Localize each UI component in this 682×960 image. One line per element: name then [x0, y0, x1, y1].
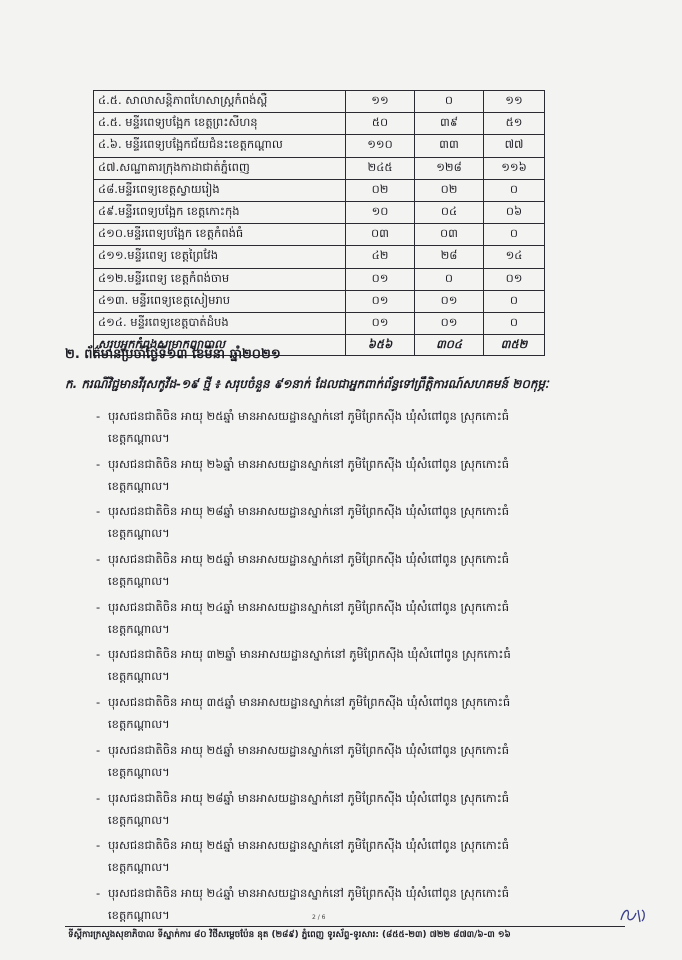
list-item — [88, 548, 648, 596]
bullet-dash: - — [96, 456, 101, 471]
page-number: 2 / 6 — [312, 914, 326, 921]
case-line-1: បុរសជនជាតិចិន អាយុ ២៨ឆ្នាំ មានអាសយដ្ឋានស្នាក់នៅ ភូមិព្រែកស៊ីង ឃុំសំពៅពូន ស្រុកកោះធំ — [108, 790, 510, 805]
patient-stats-table — [93, 90, 545, 356]
count-col-3: ០ — [484, 224, 545, 246]
initials-signature-icon — [618, 904, 648, 926]
footer-divider — [65, 926, 625, 927]
count-col-2: ១២៨ — [415, 157, 484, 179]
case-line-1: បុរសជនជាតិចិន អាយុ ២៨ឆ្នាំ មានអាសយដ្ឋានស្នាក់នៅ ភូមិព្រែកស៊ីង ឃុំសំពៅពូន ស្រុកកោះធំ — [108, 504, 510, 519]
table-row — [94, 135, 545, 157]
list-item — [88, 500, 648, 548]
total-count: ០១ — [346, 312, 415, 334]
case-line-2: ខេត្តកណ្ដាល។ — [108, 860, 170, 875]
facility-name: ៤.៦. មន្ទីរពេទ្យបង្អែកជ័យជំនះខេត្តកណ្ដាល — [94, 135, 346, 157]
bullet-dash: - — [96, 647, 101, 662]
case-line-2: ខេត្តកណ្ដាល។ — [108, 764, 170, 779]
total-count: ១១ — [346, 91, 415, 113]
total-label: សរុបអ្នកកំពុងសម្រាកព្យាបាល — [94, 335, 346, 356]
total-count: ៤២ — [346, 246, 415, 268]
total-count: ២៤៥ — [346, 157, 415, 179]
table-row — [94, 290, 545, 312]
count-col-2: ០៣ — [415, 224, 484, 246]
case-line-2: ខេត្តកណ្ដាល។ — [108, 717, 170, 732]
count-col-3: ៥១ — [484, 113, 545, 135]
case-line-2: ខេត្តកណ្ដាល។ — [108, 526, 170, 541]
facility-name: ៤១៤. មន្ទីរពេទ្យខេត្តបាត់ដំបង — [94, 312, 346, 334]
case-line-1: បុរសជនជាតិចិន អាយុ ២៦ឆ្នាំ មានអាសយដ្ឋានស្នាក់នៅ ភូមិព្រែកស៊ីង ឃុំសំពៅពូន ស្រុកកោះធំ — [108, 456, 510, 471]
case-line-1: បុរសជនជាតិចិន អាយុ ២៥ឆ្នាំ មានអាសយដ្ឋានស្នាក់នៅ ភូមិព្រែកស៊ីង ឃុំសំពៅពូន ស្រុកកោះធំ — [108, 409, 510, 423]
case-line-1: បុរសជនជាតិចិន អាយុ ២៥ឆ្នាំ មានអាសយដ្ឋានស្នាក់នៅ ភូមិព្រែកស៊ីង ឃុំសំពៅពូន ស្រុកកោះធំ — [108, 552, 510, 567]
count-col-3: ០៦ — [484, 201, 545, 223]
facility-name: ៤៨.មន្ទីរពេទ្យខេត្តស្វាយរៀង — [94, 179, 346, 201]
table-row — [94, 179, 545, 201]
list-item — [88, 882, 648, 930]
section-heading: ២. ព័ត៌មានប្រចាំថ្ងៃទី១៣ ខែមីនា ឆ្នាំ២០២១ — [65, 347, 281, 362]
list-item — [88, 453, 648, 501]
total-count: ០២ — [346, 179, 415, 201]
table-row — [94, 113, 545, 135]
footer-address: ទីស្តីការក្រសួងសុខាភិបាល ទីស្នាក់ការ ៨០ វិថីសម្តេចប៉ែន នុត (២៨៩) ភ្នំពេញ ទូរស័ព្ទ-ទូរសារ: (៨៥៥-២៣) ៧២២ ៨៧៣/៦-៣ ១៦ — [68, 930, 511, 940]
count-col-2: ០ — [415, 268, 484, 290]
case-line-1: បុរសជនជាតិចិន អាយុ ២៤ឆ្នាំ មានអាសយដ្ឋានស្នាក់នៅ ភូមិព្រែកស៊ីង ឃុំសំពៅពូន ស្រុកកោះធំ — [108, 599, 510, 614]
case-line-2: ខេត្តកណ្ដាល។ — [108, 621, 170, 636]
list-item — [88, 405, 648, 453]
list-item — [88, 643, 648, 691]
count-col-2: ០១ — [415, 290, 484, 312]
list-item — [88, 834, 648, 882]
count-col-3: ៧៧ — [484, 135, 545, 157]
facility-name: ៤៩.មន្ទីរពេទ្យបង្អែក ខេត្តកោះកុង — [94, 201, 346, 223]
table-row — [94, 157, 545, 179]
bullet-dash: - — [96, 838, 101, 853]
facility-name: ៤១១.មន្ទីរពេទ្យ ខេត្តព្រៃវែង — [94, 246, 346, 268]
bullet-dash: - — [96, 742, 101, 757]
total-count: ០១ — [346, 268, 415, 290]
total-count: ០៣ — [346, 224, 415, 246]
facility-name: ៤៧.សណ្ឋាគារក្រុងកាដាជាត់ភ្នំពេញ — [94, 157, 346, 179]
case-line-1: បុរសជនជាតិចិន អាយុ ២៥ឆ្នាំ មានអាសយដ្ឋានស្នាក់នៅ ភូមិព្រែកស៊ីង ឃុំសំពៅពូន ស្រុកកោះធំ — [108, 838, 510, 853]
list-item — [88, 596, 648, 644]
count-col-2: ២៨ — [415, 246, 484, 268]
count-col-3: ០ — [484, 179, 545, 201]
count-col-2: ០៤ — [415, 201, 484, 223]
count-col-2: ៣៣ — [415, 135, 484, 157]
count-col-3: ០១ — [484, 268, 545, 290]
section-subheading: ក. ករណីវិជ្ជមានវីរុសកូវីដ-១៩ ថ្មី ៖ សរុបចំនួន ៩១នាក់ ដែលជាអ្នកពាក់ព័ន្ធទៅព្រឹត្តិការណ៍សហគមន៍ ២០កុម្ភៈ — [65, 377, 549, 391]
count-col-3: ០ — [484, 290, 545, 312]
count-col-3: ១១ — [484, 91, 545, 113]
bullet-dash: - — [96, 695, 101, 710]
facility-name: ៤.៥. មន្ទីរពេទ្យបង្អែក ខេត្តព្រះសីហនុ — [94, 113, 346, 135]
table-row — [94, 201, 545, 223]
list-item — [88, 739, 648, 787]
bullet-dash: - — [96, 552, 101, 567]
count-col-2: ០ — [415, 91, 484, 113]
case-list — [88, 405, 648, 930]
case-line-1: បុរសជនជាតិចិន អាយុ ២៥ឆ្នាំ មានអាសយដ្ឋានស្នាក់នៅ ភូមិព្រែកស៊ីង ឃុំសំពៅពូន ស្រុកកោះធំ — [108, 742, 510, 757]
total-count: ០១ — [346, 290, 415, 312]
table-row — [94, 312, 545, 334]
table-row — [94, 91, 545, 113]
bullet-dash: - — [96, 504, 101, 519]
total-count: ១១០ — [346, 135, 415, 157]
list-item — [88, 691, 648, 739]
bullet-dash: - — [96, 409, 101, 423]
case-line-1: បុរសជនជាតិចិន អាយុ ៣២ឆ្នាំ មានអាសយដ្ឋានស្នាក់នៅ ភូមិព្រែកស៊ីង ឃុំសំពៅពូន ស្រុកកោះធំ — [108, 647, 511, 662]
grand-total: ៦៥៦ — [346, 335, 415, 356]
case-line-2: ខេត្តកណ្ដាល។ — [108, 907, 170, 922]
total-count: ១០ — [346, 201, 415, 223]
total-col-2: ៣០៤ — [415, 335, 484, 356]
facility-name: ៤១២.មន្ទីរពេទ្យ ខេត្តកំពង់ចាម — [94, 268, 346, 290]
case-line-2: ខេត្តកណ្ដាល។ — [108, 478, 170, 493]
case-line-2: ខេត្តកណ្ដាល។ — [108, 431, 170, 445]
case-line-1: បុរសជនជាតិចិន អាយុ ៣៥ឆ្នាំ មានអាសយដ្ឋានស្នាក់នៅ ភូមិព្រែកស៊ីង ឃុំសំពៅពូន ស្រុកកោះធំ — [108, 695, 511, 710]
count-col-3: ១៤ — [484, 246, 545, 268]
case-line-1: បុរសជនជាតិចិន អាយុ ២៤ឆ្នាំ មានអាសយដ្ឋានស្នាក់នៅ ភូមិព្រែកស៊ីង ឃុំសំពៅពូន ស្រុកកោះធំ — [108, 885, 510, 900]
count-col-3: ១១៦ — [484, 157, 545, 179]
total-count: ៥០ — [346, 113, 415, 135]
bullet-dash: - — [96, 599, 101, 614]
case-line-2: ខេត្តកណ្ដាល។ — [108, 574, 170, 589]
table-row — [94, 268, 545, 290]
case-line-2: ខេត្តកណ្ដាល។ — [108, 669, 170, 684]
count-col-2: ០១ — [415, 312, 484, 334]
facility-name: ៤១០.មន្ទីរពេទ្យបង្អែក ខេត្តកំពង់ធំ — [94, 224, 346, 246]
count-col-2: ៣៩ — [415, 113, 484, 135]
count-col-3: ០ — [484, 312, 545, 334]
case-line-2: ខេត្តកណ្ដាល។ — [108, 812, 170, 827]
table-row — [94, 224, 545, 246]
bullet-dash: - — [96, 790, 101, 805]
bullet-dash: - — [96, 885, 101, 900]
total-col-3: ៣៥២ — [484, 335, 545, 356]
list-item — [88, 787, 648, 835]
count-col-2: ០២ — [415, 179, 484, 201]
table-row — [94, 246, 545, 268]
facility-name: ៤.៥. សាលាសន្តិភាពហែសាស្រ្តកំពង់ស្ពឺ — [94, 91, 346, 113]
facility-name: ៤១៣. មន្ទីរពេទ្យខេត្តសៀមរាប — [94, 290, 346, 312]
